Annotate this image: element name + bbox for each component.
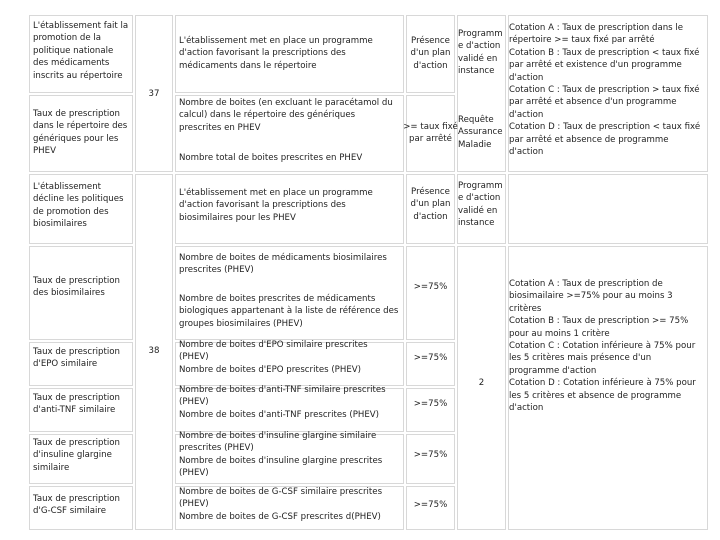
epo-text: Nombre de boites d'EPO similaire prescrites (PHEV) Nombre de boites d'EPO prescrites (PHEV) [179,340,368,375]
promo-text: L'établissement fait la promotion de la politique nationale des médicaments inscrits au répertoire [33,21,129,81]
criterion-37: 37 [148,89,160,99]
presence1-text: Présence d'un plan d'action [410,36,451,71]
cotation1-text: Cotation A : Taux de prescription dans le répertoire >= taux fixé par arrêté Cotation B : Taux de prescription < taux fixé par arrêté et existence d'un programme d'action Cotation C : Taux de prescription > taux fixé par arrêté et absence d'un programme d'action Cotation D : Taux de prescription < taux fixé par arrêté et absence de programme d'action [509,23,701,158]
tnf-text: Nombre de boites d'anti-TNF similaire prescrites (PHEV) Nombre de boites d'anti-TNF prescrites (PHEV) [179,385,386,420]
p75-bio-text: >=75% [413,282,448,292]
arrete1-text: >= taux fixé par arrêté [403,122,458,145]
taux-epo-text: Taux de prescription d'EPO similaire [33,347,120,370]
cell-cotation2-top [508,174,708,244]
decline-text: L'établissement décline les politiques de promotion des biosimilaires [33,182,124,230]
p75-ins-text: >=75% [413,450,448,460]
prog2-text: L'établissement met en place un programme d'action favorisant la prescriptions des biosimilaires pour les PHEV [179,188,373,223]
total-text: Nombre total de boites prescrites en PHEV [179,153,363,163]
source-prog2-text: Programm e d'action validé en instance [458,181,503,229]
prog1-text: L'établissement met en place un programme d'action favorisant la prescriptions des médicaments dans le répertoire [179,36,373,71]
gcsf-text: Nombre de boites de G-CSF similaire prescrites (PHEV) Nombre de boites de G-CSF prescrites d(PHEV) [179,487,383,522]
criterion-38: 38 [148,346,160,356]
points-2: 2 [478,378,485,388]
bio-num-text: Nombre de boites de médicaments biosimilaires prescrites (PHEV) [179,253,387,276]
bio-den-text: Nombre de boites prescrites de médicaments biologiques appartenant à la liste de référence des groupes biosimilaires (PHEV) [179,294,399,329]
taux-gcsf-text: Taux de prescription d'G-CSF similaire [33,494,120,517]
taux-tnf-text: Taux de prescription d'anti-TNF similaire [33,393,120,416]
taux-bio-text: Taux de prescription des biosimilaires [33,276,120,299]
p75-gcsf-text: >=75% [413,500,448,510]
ins-text: Nombre de boites d'insuline glargine similaire prescrites (PHEV) Nombre de boites d'insuline glargine prescrites (PHEV) [179,431,383,479]
source-prog1-text: Programm e d'action validé en instance [458,29,503,77]
presence2-text: Présence d'un plan d'action [410,187,451,222]
boites-text: Nombre de boites (en excluant le paracétamol du calcul) dans le répertoire des génériques prescrites en PHEV [179,98,393,133]
taux-rep-text: Taux de prescription dans le répertoire des génériques pour les PHEV [33,109,128,157]
taux-ins-text: Taux de prescription d'insuline glargine similaire [33,438,120,473]
cotation2-text: Cotation A : Taux de prescription de biosimailaire >=75% pour au moins 3 critères Cotation B : Taux de prescription >= 75% pour au moins 1 critère Cotation C : Cotation inférieure à 75% pour les 5 critères mais présence d'un programme d'action Cotation D : Cotation inférieure à 75% pour les 5 critères et absence de programme d'action [509,279,696,414]
p75-tnf-text: >=75% [413,399,448,409]
requete-text: Requête Assurance Maladie [458,115,503,150]
p75-epo-text: >=75% [413,353,448,363]
